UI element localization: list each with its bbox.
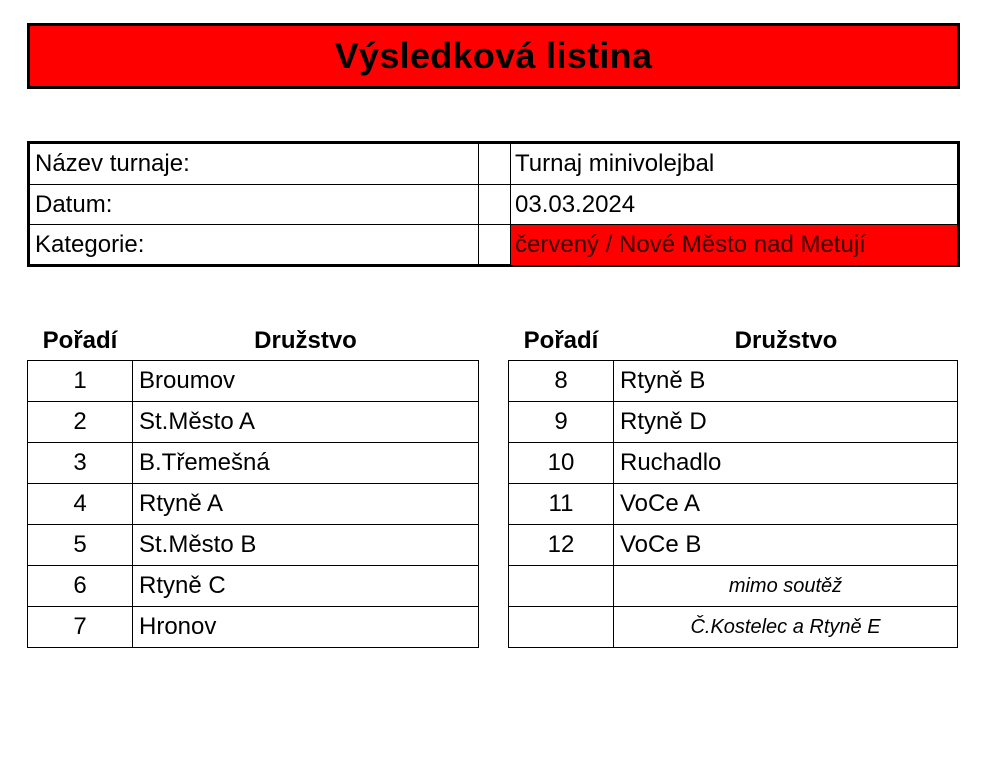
info-label: Kategorie: xyxy=(30,225,479,265)
rank-cell: 6 xyxy=(28,566,133,607)
table-row xyxy=(28,443,479,484)
rank-header-left: Pořadí xyxy=(42,327,118,354)
empty-rank-cell xyxy=(509,607,614,648)
info-label: Datum: xyxy=(30,185,479,225)
rank-cell: 1 xyxy=(28,361,133,402)
note-cell: Č.Kostelec a Rtyně E xyxy=(614,607,958,648)
team-cell: Hronov xyxy=(133,607,479,648)
rank-cell: 7 xyxy=(28,607,133,648)
team-cell: VoCe B xyxy=(614,525,958,566)
empty-rank-cell xyxy=(509,566,614,607)
rank-cell: 5 xyxy=(28,525,133,566)
team-cell: Rtyně A xyxy=(133,484,479,525)
note-cell: mimo soutěž xyxy=(614,566,958,607)
table-row xyxy=(509,402,958,443)
table-row xyxy=(509,443,958,484)
team-cell: St.Město A xyxy=(133,402,479,443)
team-cell: St.Město B xyxy=(133,525,479,566)
rank-cell: 11 xyxy=(509,484,614,525)
info-value: 03.03.2024 xyxy=(515,191,636,218)
team-cell: Ruchadlo xyxy=(614,443,958,484)
rank-cell: 3 xyxy=(28,443,133,484)
table-row xyxy=(28,361,479,402)
info-row-date xyxy=(30,184,957,225)
rank-cell: 10 xyxy=(509,443,614,484)
rank-cell: 8 xyxy=(509,361,614,402)
info-spacer-cell xyxy=(479,144,511,184)
team-header-left: Družstvo xyxy=(254,327,357,354)
info-value: Turnaj minivolejbal xyxy=(515,150,715,177)
rank-cell: 2 xyxy=(28,402,133,443)
table-row xyxy=(28,484,479,525)
team-cell: Broumov xyxy=(133,361,479,402)
rank-cell: 9 xyxy=(509,402,614,443)
rank-cell: 12 xyxy=(509,525,614,566)
team-header-right: Družstvo xyxy=(734,327,838,354)
team-cell: VoCe A xyxy=(614,484,958,525)
info-value-highlight: červený / Nové Město nad Metují xyxy=(511,225,957,265)
team-cell: Rtyně D xyxy=(614,402,958,443)
tournament-info-table xyxy=(27,141,960,267)
results-table-left xyxy=(27,360,479,648)
table-row xyxy=(28,525,479,566)
team-cell: Rtyně B xyxy=(614,361,958,402)
table-row xyxy=(509,361,958,402)
info-row-name xyxy=(30,144,957,184)
table-row xyxy=(509,566,958,607)
info-spacer-cell xyxy=(479,225,511,265)
table-row xyxy=(28,402,479,443)
table-row xyxy=(509,525,958,566)
info-spacer-cell xyxy=(479,185,511,225)
info-row-category xyxy=(30,224,957,265)
rank-header-right: Pořadí xyxy=(523,327,599,354)
team-cell: B.Třemešná xyxy=(133,443,479,484)
results-table-right xyxy=(508,360,958,648)
page-title: Výsledková listina xyxy=(334,35,653,76)
table-row xyxy=(509,607,958,648)
table-row xyxy=(28,607,479,648)
table-row xyxy=(28,566,479,607)
title-bar xyxy=(27,23,960,89)
table-row xyxy=(509,484,958,525)
info-label: Název turnaje: xyxy=(30,144,479,184)
team-cell: Rtyně C xyxy=(133,566,479,607)
rank-cell: 4 xyxy=(28,484,133,525)
